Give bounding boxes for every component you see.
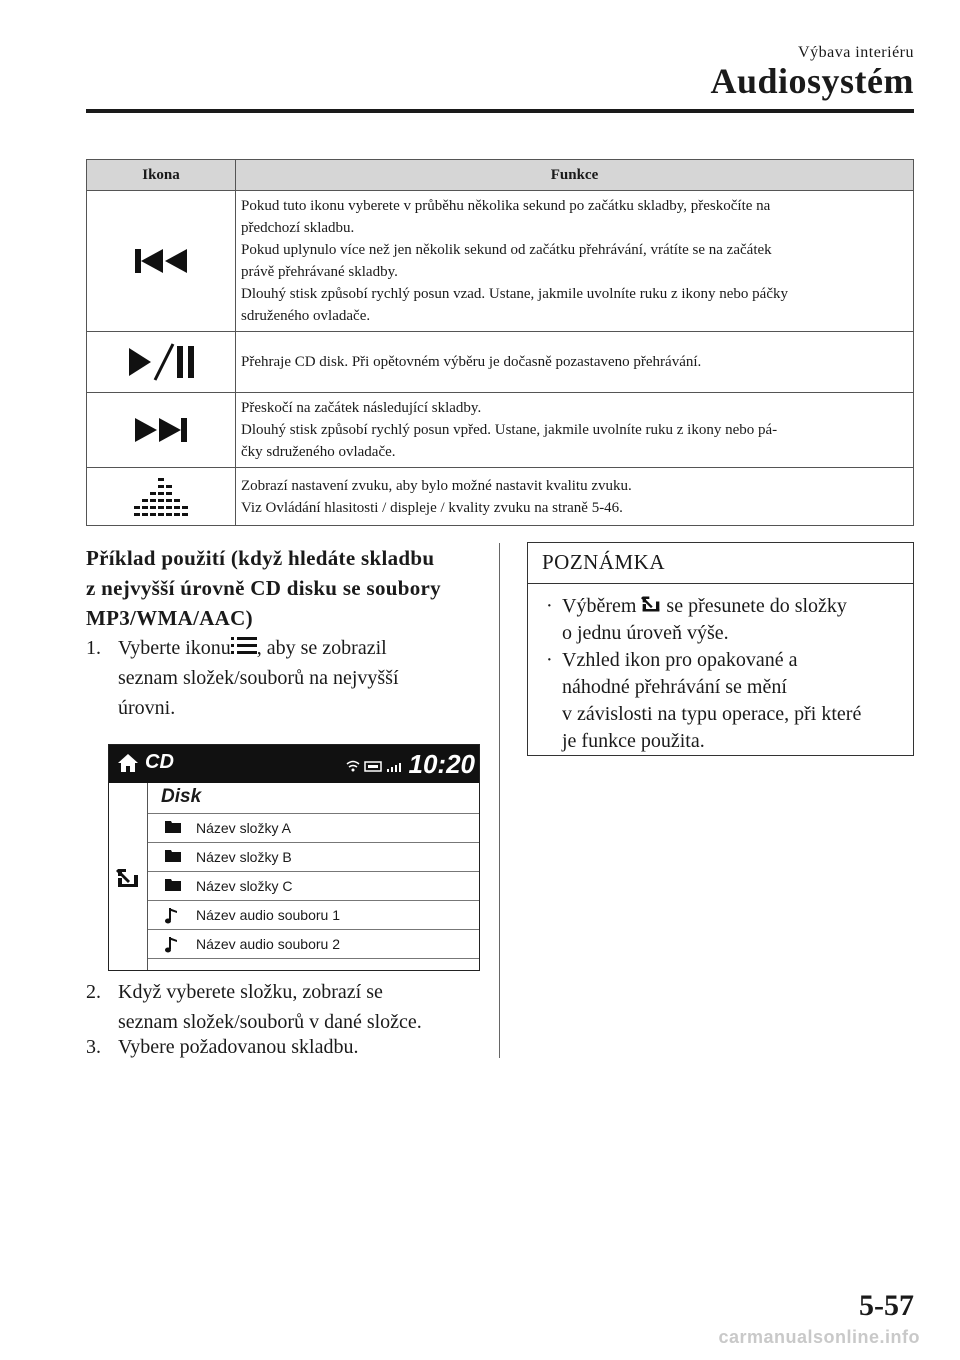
list-item[interactable] xyxy=(148,929,479,958)
section-label: Výbava interiéru xyxy=(798,44,914,61)
list-icon xyxy=(231,636,257,656)
screen-status-bar xyxy=(109,745,479,783)
function-text-line: Zobrazí nastavení zvuku, aby bylo možné nastavit kvalitu zvuku. xyxy=(241,477,632,494)
function-cell xyxy=(236,468,914,526)
icon-function-table xyxy=(86,159,914,526)
icon-cell xyxy=(87,332,236,393)
list-header: Disk xyxy=(161,786,202,807)
folder-icon xyxy=(165,879,181,891)
function-text-line: Pokud tuto ikonu vyberete v průběhu několika sekund po začátku skladby, přeskočíte na xyxy=(241,198,771,214)
heading-line: z nejvyšší úrovně CD disku se soubory xyxy=(86,576,441,600)
step-number: 1. xyxy=(86,637,101,659)
previous-track-icon xyxy=(133,247,189,275)
step-1 xyxy=(86,633,486,723)
list-item-label: Název složky A xyxy=(196,820,291,836)
heading-line: MP3/WMA/AAC) xyxy=(86,606,253,630)
watermark: carmanualsonline.info xyxy=(718,1327,920,1347)
function-text-line: Přeskočí na začátek následující skladby. xyxy=(241,400,482,416)
step-line: Vybere požadovanou skladbu. xyxy=(118,1036,359,1058)
next-track-icon xyxy=(133,416,189,444)
header-rule xyxy=(86,109,914,113)
function-text-line: Viz Ovládání hlasitosti / displeje / kvality zvuku na straně 5-46. xyxy=(241,499,623,516)
note-text-before-icon: Výběrem xyxy=(562,595,637,617)
step-3 xyxy=(86,1032,486,1062)
folder-icon xyxy=(165,821,181,833)
step-number: 2. xyxy=(86,981,101,1003)
note-box xyxy=(527,542,914,756)
function-text-line: čky sdruženého ovladače. xyxy=(241,444,396,460)
list-item-empty xyxy=(148,958,479,971)
note-line: o jednu úroveň výše. xyxy=(562,622,729,644)
note-item-text xyxy=(562,593,902,647)
function-text-line: právě přehrávané skladby. xyxy=(241,264,398,280)
list-item[interactable] xyxy=(148,900,479,929)
note-text-after-icon: se přesunete do složky xyxy=(666,595,847,617)
bullet: · xyxy=(546,649,553,671)
sound-settings-icon xyxy=(134,476,188,518)
music-note-icon xyxy=(165,908,179,924)
step-line: úrovni. xyxy=(118,697,176,719)
list-item[interactable] xyxy=(148,842,479,871)
table-row xyxy=(87,468,914,526)
note-line: náhodné přehrávání se mění xyxy=(562,676,787,698)
music-note-icon xyxy=(165,937,179,953)
note-item-text xyxy=(562,647,902,755)
function-text-line: Přehraje CD disk. Při opětovném výběru je dočasně pozastaveno přehrávání. xyxy=(241,354,702,370)
folder-icon xyxy=(165,850,181,862)
step-line xyxy=(118,633,488,663)
column-header-function: Funkce xyxy=(236,160,914,191)
folder-up-icon xyxy=(641,594,661,614)
step-number: 3. xyxy=(86,1036,101,1058)
folder-up-icon[interactable] xyxy=(116,867,140,889)
step-text-after-icon: , aby se zobrazil xyxy=(256,637,387,659)
column-header-icon: Ikona xyxy=(87,160,236,191)
list-item-label: Název složky C xyxy=(196,878,293,894)
step-line: seznam složek/souborů v dané složce. xyxy=(118,1011,422,1033)
page-title: Audiosystém xyxy=(710,61,914,101)
table-header-row xyxy=(87,160,914,191)
table-row xyxy=(87,191,914,332)
list-item-label: Název audio souboru 1 xyxy=(196,907,340,923)
bullet: · xyxy=(546,595,553,617)
note-title: POZNÁMKA xyxy=(542,550,666,574)
step-line: seznam složek/souborů na nejvyšší xyxy=(118,667,399,689)
list-item-label: Název audio souboru 2 xyxy=(196,936,340,952)
source-label: CD xyxy=(145,751,174,773)
note-title-bar xyxy=(528,543,913,584)
list-item[interactable] xyxy=(148,871,479,900)
step-text xyxy=(118,633,488,723)
function-cell xyxy=(236,393,914,468)
clock-time: 10:20 xyxy=(408,749,475,779)
function-cell xyxy=(236,191,914,332)
step-text xyxy=(118,1032,488,1062)
page-number: 5-57 xyxy=(859,1289,914,1322)
status-icons xyxy=(345,759,405,773)
function-text-line: předchozí skladbu. xyxy=(241,220,355,236)
function-text-line: sdruženého ovladače. xyxy=(241,308,371,324)
note-line: Vzhled ikon pro opakované a xyxy=(562,649,798,671)
list-item-label: Název složky B xyxy=(196,849,292,865)
function-cell xyxy=(236,332,914,393)
note-line: v závislosti na typu operace, při které xyxy=(562,703,862,725)
function-text-line: Dlouhý stisk způsobí rychlý posun vzad. Ustane, jakmile uvolníte ruku z ikony nebo páčky xyxy=(241,286,788,302)
heading-line: Příklad použití (když hledáte skladbu xyxy=(86,546,435,570)
icon-cell xyxy=(87,468,236,526)
column-divider xyxy=(499,543,500,1058)
function-text-line: Dlouhý stisk způsobí rychlý posun vpřed. Ustane, jakmile uvolníte ruku z ikony nebo pá- xyxy=(241,422,778,438)
icon-cell xyxy=(87,393,236,468)
step-line: Když vyberete složku, zobrazí se xyxy=(118,981,383,1003)
cd-browser-screen xyxy=(108,744,480,971)
home-icon[interactable] xyxy=(117,753,139,773)
step-text-before-icon: Vyberte ikonu xyxy=(118,637,231,659)
play-pause-icon xyxy=(125,342,197,382)
function-text-line: Pokud uplynulo více než jen několik sekund od začátku přehrávání, vrátíte se na začátek xyxy=(241,242,772,258)
icon-cell xyxy=(87,191,236,332)
screen-side-panel xyxy=(109,783,148,971)
step-text xyxy=(118,977,488,1037)
table-row xyxy=(87,332,914,393)
note-line: je funkce použita. xyxy=(562,730,705,752)
list-item[interactable] xyxy=(148,813,479,842)
note-line xyxy=(562,593,902,620)
example-heading xyxy=(86,543,486,633)
step-2 xyxy=(86,977,486,1037)
table-row xyxy=(87,393,914,468)
